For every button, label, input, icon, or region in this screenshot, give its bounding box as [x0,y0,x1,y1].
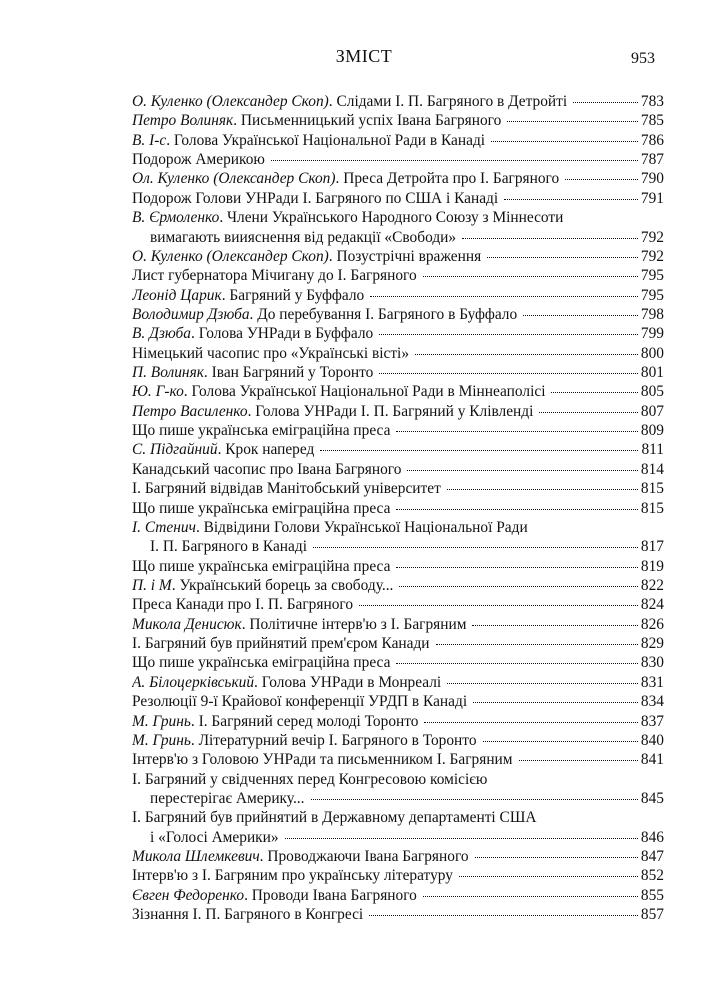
toc-entry [132,499,664,518]
toc-line [132,595,664,614]
toc-line [132,518,664,537]
dot-leader [423,276,638,277]
toc-entry-text: А. Білоцерківський. Голова УНРади в Монреалі [132,673,442,691]
toc-line [132,440,664,459]
toc-line [132,499,664,518]
dot-leader [423,896,638,897]
dot-leader [311,799,638,800]
toc-entry-page-number: 830 [640,654,664,672]
toc-entry-text: В. Єрмоленко. Члени Українського Народного Союзу з Міннесоти [132,209,564,227]
toc-line [132,208,664,227]
toc-line [132,808,664,827]
toc-entry-author: С. Підгайний [132,441,218,459]
dot-leader [459,876,638,877]
toc-entry-page-number: 815 [640,480,664,498]
toc-entry-title-continuation: вимагають виияснення від редакції «Свободи» [150,228,457,246]
toc-entry-page-number: 845 [640,789,664,807]
toc-line [132,421,664,440]
dot-leader [491,141,638,142]
toc-entry-author: О. Куленко (Олександер Скоп) [132,93,329,110]
dot-leader [399,586,638,587]
toc-entry [132,460,664,479]
toc-entry-text: Петро Волиняк. Письменницький успіх Івана Багряного [132,112,502,130]
toc-entry-page-number: 834 [640,693,664,711]
dot-leader [475,857,638,858]
toc-entry-author: Петро Василенко [132,402,248,420]
toc-entry-title: І. Багряний у свідченнях перед Конгресовою комісією [132,770,488,788]
dot-leader [573,102,638,103]
toc-entry-page-number: 824 [640,596,664,614]
toc-entry-page-number: 826 [640,615,664,633]
toc-entry-text: Микола Денисюк. Політичне інтерв'ю з І. Багряним [132,615,467,633]
toc-entry [132,886,664,905]
toc-line [132,731,664,750]
dot-leader [370,296,638,297]
toc-entry [132,111,664,130]
toc-line-continuation [132,828,664,847]
toc-entry-author: М. Гринь [132,712,191,730]
toc-entry-page-number: 847 [640,848,664,866]
toc-entry-page-number: 798 [640,305,664,323]
toc-entry-page-number: 837 [640,712,664,730]
dot-leader [396,509,638,510]
toc-entry-author: Євген Федоренко [132,886,245,904]
toc-line [132,169,664,188]
toc-line-continuation [132,537,664,556]
dot-leader [379,334,638,335]
dot-leader [359,605,638,606]
toc-entry-page-number: 829 [640,635,664,653]
toc-entry-page-number: 841 [640,751,664,769]
toc-entry-page-number: 800 [640,344,664,362]
toc-entry-title: Канадський часопис про Івана Багряного [132,460,402,478]
toc-entry-author: Петро Волиняк [132,112,234,130]
toc-entry-title: Зізнання І. П. Багряного в Конгресі [132,906,364,924]
toc-entry-text [132,692,467,711]
dot-leader [507,121,638,122]
toc-entry [132,653,664,672]
toc-entry-title: Голова Української Національної Ради в Міннеаполісі [191,383,546,401]
toc-entry-author: В. Дзюба [132,325,191,343]
toc-entry-title: Письменницький успіх Івана Багряного [240,112,502,130]
toc-entry-author: В. Єрмоленко [132,209,220,227]
toc-entry [132,421,664,440]
toc-entry-text [132,905,363,924]
toc-line [132,905,664,924]
toc-line [132,712,664,731]
toc-entry [132,847,664,866]
toc-entry [132,712,664,731]
toc-entry-title: Лист губернатора Мічигану до І. Багряного [132,267,417,285]
toc-entry-author: Микола Шлемкевич [132,848,260,866]
toc-entry-text: М. Гринь. І. Багряний серед молоді Торонто [132,712,419,730]
toc-line [132,634,664,653]
toc-entry-title: І. Багряний був прийнятий в Державному департаменті США [132,809,537,827]
toc-line [132,460,664,479]
toc-entry-title: Голова УНРади в Монреалі [261,673,442,691]
toc-entry [132,634,664,653]
dot-leader [285,838,638,839]
dot-leader [396,431,638,432]
toc-entry-title: Позустрічні враження [336,247,482,265]
toc-entry-title-continuation: І. П. Багряного в Канаді [150,538,307,556]
toc-entry-text: М. Гринь. Літературний вечір І. Багряного в Торонто [132,731,477,749]
dot-leader [424,722,637,723]
toc-entry-title: Проводжаючи Івана Багряного [267,848,469,866]
toc-entry [132,905,664,924]
toc-entry-text [132,634,430,653]
toc-entry-text [132,750,513,769]
toc-entry-page-number: 785 [640,112,664,130]
toc-entry-title: Проводи Івана Багряного [251,886,417,904]
dot-leader [487,257,638,258]
dot-leader [551,392,637,393]
toc-entry-text [132,460,401,479]
dot-leader [447,683,638,684]
toc-entry-page-number: 791 [640,189,664,207]
toc-entry-author: Ю. Г-ко [132,383,184,401]
toc-entry-text [132,770,487,789]
toc-entry-title: Літературний вечір І. Багряного в Торонто [198,731,477,749]
dot-leader [504,199,638,200]
toc-entry-page-number: 814 [640,460,664,478]
toc-entry-text [132,189,498,208]
toc-entry-text: Микола Шлемкевич. Проводжаючи Івана Багряного [132,848,469,866]
toc-entry-author: А. Білоцерківський [132,673,255,691]
toc-entry [132,363,664,382]
toc-line [132,886,664,905]
toc-entry-text [132,479,441,498]
toc-entry-page-number: 790 [640,170,664,188]
toc-line [132,305,664,324]
toc-entry-page-number: 852 [640,867,664,885]
toc-entry-text: Петро Василенко. Голова УНРади І. П. Багряний у Клівленді [132,402,534,420]
dot-leader [396,663,638,664]
toc-entry-title: Інтерв'ю з І. Багряним про українську літературу [132,867,453,885]
toc-entry [132,208,664,247]
dot-leader [436,644,638,645]
toc-entry-page-number: 799 [640,325,664,343]
dot-leader [369,915,638,916]
toc-line [132,382,664,401]
toc-line [132,92,664,111]
toc-entry [132,189,664,208]
toc-entry-title: Слідами І. П. Багряного в Детройті [336,93,568,110]
toc-line [132,286,664,305]
toc-entry-page-number: 805 [640,383,664,401]
toc-entry [132,266,664,285]
toc-line [132,324,664,343]
toc-line-continuation [132,789,664,808]
toc-entry-page-number: 846 [640,828,664,846]
toc-entry [132,324,664,343]
toc-line [132,479,664,498]
toc-entry-title: І. Багряний відвідав Манітобський університет [132,480,441,498]
toc-line [132,673,664,692]
toc-line [132,247,664,266]
toc-entry-title: Голова УНРади І. П. Багряний у Клівленді [255,402,534,420]
toc-entry-title: Німецький часопис про «Українські вісті» [132,344,410,362]
toc-entry-text [132,653,390,672]
toc-entry-title: До перебування І. Багряного в Буффало [257,305,518,323]
toc-line [132,770,664,789]
dot-leader [313,547,638,548]
toc-entry-page-number: 801 [640,364,664,382]
toc-entry-text: О. Куленко (Олександер Скоп). Позустрічні враження [132,247,482,265]
toc-entry-page-number: 857 [640,906,664,924]
toc-entry-page-number: 795 [640,286,664,304]
toc-line-continuation [132,228,664,247]
toc-entry-author: О. Куленко (Олександер Скоп) [132,247,329,265]
toc-entry-text: Ол. Куленко (Олександер Скоп). Преса Детройта про І. Багряного [132,170,560,188]
toc-entry [132,479,664,498]
toc-entry [132,440,664,459]
toc-entry-title: Члени Українського Народного Союзу з Міннесоти [227,209,564,227]
toc-entry-text: І. Стенич. Відвідини Голови Української Національної Ради [132,518,528,536]
toc-entry-text [132,499,390,518]
toc-entry-text: В. І-с. Голова Української Національної Ради в Канаді [132,131,486,149]
toc-line [132,266,664,285]
toc-entry-page-number: 831 [640,673,664,691]
toc-line [132,653,664,672]
toc-entry-title: Крок наперед [225,441,315,459]
toc-line [132,557,664,576]
dot-leader [472,625,637,626]
toc-line [132,750,664,769]
toc-entry [132,344,664,363]
toc-entry [132,402,664,421]
toc-entry-page-number: 792 [640,247,664,265]
toc-entry-title: Що пише українська еміграційна преса [132,654,391,672]
toc-entry [132,595,664,614]
toc-entry-page-number: 815 [640,499,664,517]
toc-line [132,131,664,150]
dot-leader [320,450,638,451]
toc-entry-title: Резолюції 9-ї Крайової конференції УРДП в Канаді [132,693,468,711]
toc-entry-page-number: 817 [640,538,664,556]
dot-leader [379,373,638,374]
toc-entry-text [132,150,265,169]
toc-entry [132,808,664,847]
dot-leader [473,702,638,703]
toc-entry-title: Подорож Америкою [132,151,265,169]
toc-entry-author: В. І-с [132,131,167,149]
toc-entry-page-number: 855 [640,886,664,904]
toc-entry-title: Що пише українська еміграційна преса [132,499,391,517]
toc-entry-text: Євген Федоренко. Проводи Івана Багряного [132,886,417,904]
table-of-contents [132,92,664,924]
toc-entry [132,169,664,188]
toc-entry [132,731,664,750]
toc-entry-text: Володимир Дзюба. До перебування І. Багряного в Буффало [132,305,518,323]
toc-entry-text: Ю. Г-ко. Голова Української Національної Ради в Міннеаполісі [132,383,546,401]
toc-entry-text: П. Волиняк. Іван Багряний у Торонто [132,364,374,382]
toc-line [132,363,664,382]
toc-entry-title: І. Багряний серед молоді Торонто [198,712,419,730]
toc-entry-text [132,557,390,576]
toc-entry-title-continuation: і «Голосі Америки» [150,828,279,846]
toc-line [132,150,664,169]
toc-entry [132,247,664,266]
dot-leader [462,238,638,239]
toc-entry-title: Подорож Голови УНРади І. Багряного по США і Канаді [132,189,499,207]
toc-entry-text: П. і М. Український борець за свободу... [132,576,394,594]
toc-entry-text [132,866,453,885]
toc-entry [132,518,664,557]
page-heading: ЗМІСТ [335,46,393,66]
toc-line [132,615,664,634]
toc-entry-title-continuation: перестерігає Америку... [150,789,305,807]
toc-entry-author: Микола Денисюк [132,615,242,633]
toc-entry [132,286,664,305]
toc-entry-text: Леонід Царик. Багряний у Буффало [132,286,365,304]
toc-entry-title: Політичне інтерв'ю з І. Багряним [249,615,467,633]
toc-entry-text: О. Куленко (Олександер Скоп). Слідами І. П. Багряного в Детройті [132,93,568,110]
dot-leader [565,179,638,180]
dot-leader [447,489,638,490]
toc-entry-title: Що пише українська еміграційна преса [132,422,391,440]
toc-entry [132,557,664,576]
toc-line [132,402,664,421]
toc-entry [132,92,664,111]
dot-leader [523,315,638,316]
dot-leader [396,567,638,568]
toc-line [132,866,664,885]
toc-entry-title: Інтерв'ю з Головою УНРади та письменником І. Багряним [132,751,513,769]
toc-entry [132,305,664,324]
toc-entry-text: В. Дзюба. Голова УНРади в Буффало [132,325,374,343]
toc-entry [132,866,664,885]
toc-entry-title: Український борець за свободу... [179,576,394,594]
toc-entry-author: І. Стенич [132,518,196,536]
toc-entry-text [132,266,417,285]
toc-line [132,111,664,130]
toc-entry-page-number: 811 [641,441,664,459]
toc-entry [132,576,664,595]
toc-entry-title: Багряний у Буффало [229,286,365,304]
toc-entry-title: І. Багряний був прийнятий прем'єром Канади [132,635,430,653]
toc-entry-author: Леонід Царик [132,286,222,304]
toc-entry-page-number: 809 [640,422,664,440]
toc-entry [132,382,664,401]
page-number: 953 [631,50,655,67]
toc-entry-author: П. і М [132,576,172,594]
toc-entry [132,615,664,634]
toc-entry [132,673,664,692]
toc-line [132,847,664,866]
toc-entry-text [132,344,409,363]
toc-entry [132,150,664,169]
toc-entry-title: Голова Української Національної Ради в Канаді [173,131,486,149]
toc-entry-title: Преса Детройта про І. Багряного [343,170,560,188]
toc-entry-title: Голова УНРади в Буффало [198,325,374,343]
toc-entry-text [132,808,536,827]
toc-entry-title: Що пише українська еміграційна преса [132,557,391,575]
toc-entry-page-number: 807 [640,402,664,420]
toc-line [132,189,664,208]
toc-entry-title: Відвідини Голови Української Національної Ради [203,518,528,536]
toc-entry-title: Іван Багряний у Торонто [211,364,374,382]
toc-entry [132,131,664,150]
dot-leader [483,741,638,742]
toc-entry-text [132,421,390,440]
toc-entry-page-number: 819 [640,557,664,575]
toc-entry-page-number: 786 [640,131,664,149]
toc-entry-page-number: 795 [640,267,664,285]
toc-entry-author: Ол. Куленко (Олександер Скоп) [132,170,336,188]
toc-entry [132,692,664,711]
toc-entry-author: П. Волиняк [132,364,204,382]
dot-leader [407,470,637,471]
dot-leader [415,354,638,355]
toc-entry-author: Володимир Дзюба [132,305,250,323]
dot-leader [519,760,638,761]
toc-entry-page-number: 822 [640,576,664,594]
toc-line [132,576,664,595]
toc-entry-text [132,595,353,614]
dot-leader [271,160,638,161]
toc-entry-page-number: 787 [640,151,664,169]
toc-entry-page-number: 840 [640,731,664,749]
toc-entry-author: М. Гринь [132,731,191,749]
toc-entry-page-number: 792 [640,228,664,246]
toc-line [132,692,664,711]
toc-entry [132,750,664,769]
dot-leader [539,412,638,413]
toc-line [132,344,664,363]
toc-entry-page-number: 783 [640,93,664,110]
toc-entry-title: Преса Канади про І. П. Багряного [132,596,354,614]
toc-entry-text: С. Підгайний. Крок наперед [132,441,315,459]
toc-entry [132,770,664,809]
